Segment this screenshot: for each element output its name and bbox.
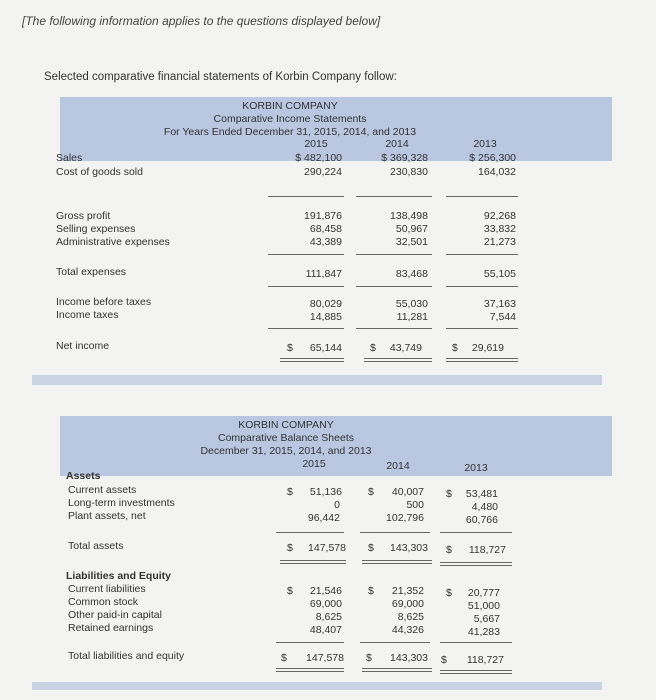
dollar-sign: $ — [287, 542, 293, 554]
balance-common-2015: 69,000 — [309, 598, 342, 610]
income-taxes-2015: 14,885 — [309, 311, 342, 323]
income-net-2015: 65,144 — [309, 342, 342, 354]
rule — [440, 642, 512, 643]
double-rule — [362, 560, 432, 564]
dollar-sign: $ — [441, 654, 447, 666]
income-year-2015: 2015 — [304, 138, 328, 150]
income-admin-2013: 21,273 — [483, 236, 516, 248]
balance-label-plant-assets: Plant assets, net — [68, 510, 146, 522]
balance-total-le-2015: 147,578 — [306, 652, 344, 664]
income-label-cogs: Cost of goods sold — [56, 166, 143, 178]
double-rule — [364, 358, 432, 362]
income-gross-2015: 191,876 — [304, 210, 342, 222]
assets-heading: Assets — [66, 470, 101, 482]
income-total-exp-2014: 83,468 — [395, 268, 428, 280]
dollar-sign: $ — [281, 652, 287, 664]
income-sales-2013: $ 256,300 — [469, 152, 516, 164]
income-net-2014: 43,749 — [389, 342, 422, 354]
income-sales-2015: $ 482,100 — [295, 152, 342, 164]
dollar-sign: $ — [287, 585, 293, 597]
balance-label-common-stock: Common stock — [68, 596, 139, 608]
income-label-sales: Sales — [56, 152, 83, 164]
income-selling-2013: 33,832 — [483, 223, 516, 235]
section-divider-band — [32, 682, 602, 690]
balance-label-current-assets: Current assets — [68, 484, 137, 496]
income-before-tax-2013: 37,163 — [483, 298, 516, 310]
rule — [446, 196, 518, 197]
balance-total-assets-2014: 143,303 — [390, 542, 428, 554]
balance-label-current-liab: Current liabilities — [68, 583, 146, 595]
double-rule — [440, 562, 512, 566]
double-rule — [276, 668, 344, 672]
rule — [360, 532, 430, 533]
dollar-sign: $ — [287, 486, 293, 498]
balance-lt-inv-2014: 500 — [406, 499, 424, 511]
rule — [276, 532, 344, 533]
dollar-sign: $ — [366, 652, 372, 664]
dollar-sign: $ — [452, 342, 458, 354]
balance-lt-inv-2013: 4,480 — [471, 501, 498, 513]
double-rule — [362, 668, 432, 672]
balance-lt-inv-2015: 0 — [334, 499, 340, 511]
balance-total-assets-2015: 147,578 — [308, 542, 346, 554]
liabilities-heading: Liabilities and Equity — [66, 570, 172, 582]
rule — [446, 254, 518, 255]
balance-current-assets-2013: 53,481 — [465, 488, 498, 500]
income-before-tax-2015: 80,029 — [309, 298, 342, 310]
income-net-2013: 29,619 — [471, 342, 504, 354]
balance-retained-2013: 41,283 — [467, 626, 500, 638]
balance-retained-2015: 48,407 — [309, 624, 342, 636]
dollar-sign: $ — [370, 342, 376, 354]
rule — [268, 286, 344, 287]
double-rule — [280, 358, 344, 362]
income-company-title: KORBIN COMPANY — [242, 100, 338, 112]
balance-label-total-assets: Total assets — [68, 540, 124, 552]
balance-current-liab-2015: 21,546 — [309, 585, 342, 597]
income-before-tax-2014: 55,030 — [395, 298, 428, 310]
rule — [268, 196, 344, 197]
balance-total-le-2013: 118,727 — [466, 654, 504, 666]
double-rule — [440, 670, 512, 674]
income-taxes-2014: 11,281 — [396, 311, 428, 323]
dollar-sign: $ — [446, 544, 452, 556]
income-selling-2015: 68,458 — [309, 223, 342, 235]
income-statement-title: Comparative Income Statements — [213, 113, 367, 125]
income-taxes-2013: 7,544 — [489, 311, 516, 323]
double-rule — [280, 560, 346, 564]
balance-common-2013: 51,000 — [467, 600, 500, 612]
balance-retained-2014: 44,326 — [391, 624, 424, 636]
income-label-admin: Administrative expenses — [56, 236, 170, 248]
dollar-sign: $ — [446, 488, 452, 500]
income-label-net-income: Net income — [56, 340, 110, 352]
balance-current-assets-2014: 40,007 — [391, 486, 424, 498]
dollar-sign: $ — [446, 587, 452, 599]
rule — [446, 328, 518, 329]
rule — [356, 328, 432, 329]
intro-note: [The following information applies to the questions displayed below] — [22, 14, 381, 28]
balance-year-2013: 2013 — [464, 462, 488, 474]
balance-total-le-2014: 143,303 — [390, 652, 428, 664]
rule — [268, 254, 344, 255]
rule — [356, 196, 432, 197]
rule — [440, 532, 512, 533]
balance-current-assets-2015: 51,136 — [309, 486, 342, 498]
income-gross-2013: 92,268 — [483, 210, 516, 222]
income-sales-2014: $ 369,328 — [381, 152, 428, 164]
income-selling-2014: 50,967 — [395, 223, 428, 235]
income-total-exp-2013: 55,105 — [483, 268, 516, 280]
income-year-2013: 2013 — [473, 138, 497, 150]
balance-year-2014: 2014 — [386, 460, 410, 472]
income-label-gross-profit: Gross profit — [56, 210, 111, 222]
rule — [276, 642, 344, 643]
rule — [268, 328, 344, 329]
income-cogs-2013: 164,032 — [478, 166, 516, 178]
balance-total-assets-2013: 118,727 — [468, 544, 506, 556]
rule — [356, 286, 432, 287]
dollar-sign: $ — [287, 342, 293, 354]
income-period: For Years Ended December 31, 2015, 2014, and 2013 — [163, 126, 417, 138]
dollar-sign: $ — [368, 486, 374, 498]
income-label-total-expenses: Total expenses — [56, 266, 127, 278]
balance-current-liab-2013: 20,777 — [467, 587, 500, 599]
dollar-sign: $ — [368, 585, 374, 597]
balance-other-2013: 5,667 — [473, 613, 500, 625]
income-gross-2014: 138,498 — [390, 210, 428, 222]
balance-plant-2015: 96,442 — [307, 512, 340, 524]
rule — [356, 254, 432, 255]
balance-label-lt-investments: Long-term investments — [68, 497, 175, 509]
balance-company-title: KORBIN COMPANY — [238, 419, 334, 431]
balance-current-liab-2014: 21,352 — [391, 585, 424, 597]
balance-label-other-capital: Other paid-in capital — [68, 609, 162, 621]
balance-plant-2014: 102,796 — [386, 512, 424, 524]
dollar-sign: $ — [368, 542, 374, 554]
balance-label-retained: Retained earnings — [68, 622, 154, 634]
income-label-taxes: Income taxes — [56, 309, 119, 321]
income-admin-2015: 43,389 — [309, 236, 342, 248]
double-rule — [446, 358, 518, 362]
income-cogs-2014: 230,830 — [390, 166, 428, 178]
balance-other-2015: 8,625 — [315, 611, 342, 623]
income-admin-2014: 32,501 — [395, 236, 428, 248]
balance-other-2014: 8,625 — [397, 611, 424, 623]
balance-label-total-liab-equity: Total liabilities and equity — [68, 650, 185, 662]
section-divider-band — [32, 375, 602, 385]
subtitle: Selected comparative financial statements of Korbin Company follow: — [44, 71, 397, 83]
income-year-2014: 2014 — [385, 138, 409, 150]
rule — [360, 642, 430, 643]
balance-statement-title: Comparative Balance Sheets — [218, 432, 354, 444]
balance-common-2014: 69,000 — [391, 598, 424, 610]
income-label-before-taxes: Income before taxes — [56, 296, 152, 308]
balance-period: December 31, 2015, 2014, and 2013 — [200, 445, 372, 457]
income-label-selling: Selling expenses — [56, 223, 136, 235]
income-cogs-2015: 290,224 — [304, 166, 342, 178]
rule — [446, 286, 518, 287]
balance-year-2015: 2015 — [302, 458, 326, 470]
income-total-exp-2015: 111,847 — [305, 268, 342, 280]
balance-plant-2013: 60,766 — [465, 514, 498, 526]
